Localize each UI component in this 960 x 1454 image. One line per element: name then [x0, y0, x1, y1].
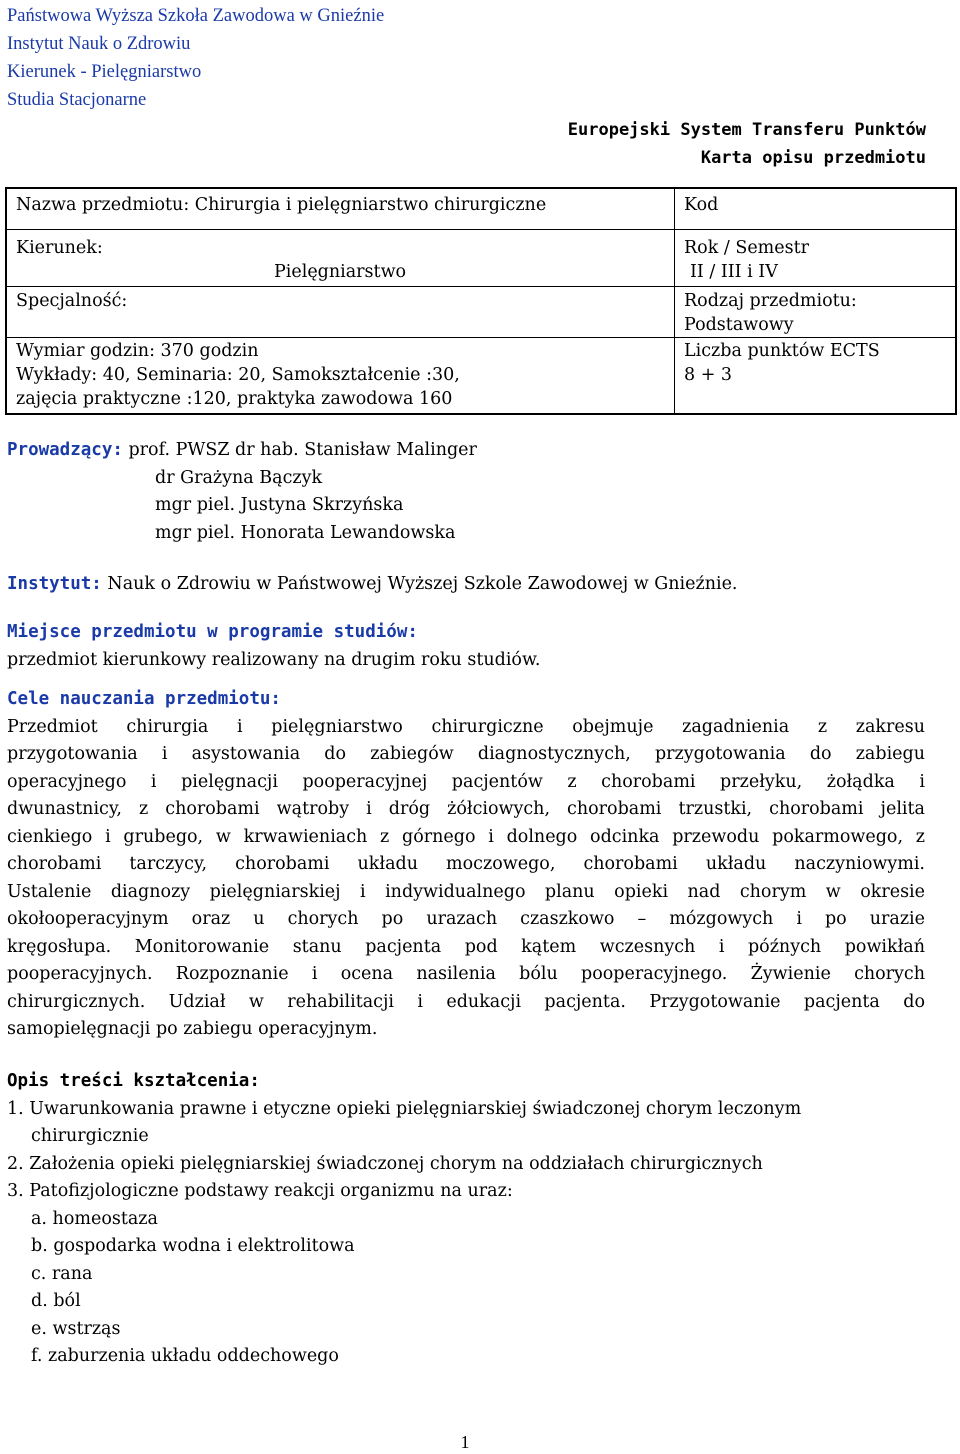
kierunek-label: Kierunek: [16, 238, 103, 258]
opis-subitem: d. ból [31, 1291, 81, 1311]
paragraph-line: chorobami tarczycy, chorobami układu moczowego, chorobami układu naczyniowymi. [7, 854, 925, 874]
code-label: Kod [675, 188, 957, 230]
opis-subitem: e. wstrząs [31, 1318, 121, 1339]
opis-subitem: a. homeostaza [31, 1208, 158, 1229]
lecturer: mgr piel. Justyna Skrzyńska [155, 495, 404, 515]
miejsce-section [7, 619, 540, 674]
title-ects: Europejski System Transferu Punktów [567, 120, 926, 140]
opis-subitem: c. rana [31, 1263, 93, 1284]
lecturer: prof. PWSZ dr hab. Stanisław Malinger [128, 440, 477, 460]
ects-value: 8 + 3 [684, 365, 733, 385]
opis-subitem: f. zaburzenia układu oddechowego [31, 1346, 339, 1366]
opis-item: 3. Patofizjologiczne podstawy reakcji organizmu na uraz: [7, 1181, 513, 1201]
paragraph-line: chirurgicznych. Udział w rehabilitacji i edukacji pacjenta. Przygotowanie pacjenta do [7, 991, 925, 1012]
header-line: Instytut Nauk o Zdrowiu [7, 34, 191, 54]
cele-label: Cele nauczania przedmiotu: [7, 689, 281, 709]
institution-header [7, 2, 384, 114]
header-line: Kierunek - Pielęgniarstwo [7, 62, 202, 82]
rodzaj-label: Rodzaj przedmiotu: [684, 291, 857, 311]
paragraph-line: Przedmiot chirurgia i pielęgniarstwo chirurgiczne obejmuje zagadnienia z zakresu [7, 716, 925, 737]
header-line: Studia Stacjonarne [7, 90, 147, 110]
paragraph-line: okołooperacyjnym oraz u chorych po urazach czaszkowo – mózgowych i po urazie [7, 909, 925, 929]
paragraph-line: kręgosłupa. Monitorowanie stanu pacjenta pod kątem wczesnych i późnych powikłań [7, 936, 925, 957]
lecturer: dr Grażyna Bączyk [155, 467, 323, 488]
paragraph-line: cienkiego i grubego, w krwawieniach z górnego i dolnego odcinka przewodu pokarmowego, z [7, 826, 925, 847]
kierunek-value: Pielęgniarstwo [274, 262, 407, 282]
rodzaj-cell [675, 287, 957, 338]
paragraph-line: Ustalenie diagnozy pielęgniarskiej i indywidualnego planu opieki nad chorym w okresie [7, 881, 925, 902]
miejsce-label: Miejsce przedmiotu w programie studiów: [7, 622, 418, 642]
opis-subitem: b. gospodarka wodna i elektrolitowa [31, 1236, 355, 1256]
paragraph-line: operacyjnego i pielęgnacji pooperacyjnej pacjentów z chorobami przełyku, żołądka i [7, 771, 925, 792]
rok-value: II / III i IV [690, 262, 778, 282]
miejsce-text: przedmiot kierunkowy realizowany na drugim roku studiów. [7, 649, 541, 670]
paragraph-line: dwunastnicy, z chorobami wątroby i dróg żółciowych, chorobami trzustki, chorobami jelita [7, 799, 925, 819]
prowadzacy-label: Prowadzący: [7, 440, 123, 460]
header-line: Państwowa Wyższa Szkoła Zawodowa w Gnieźnie [7, 6, 385, 26]
page-number: 1 [460, 1432, 470, 1452]
paragraph-line: przygotowania i asystowania do zabiegów diagnostycznych, przygotowania do zabiegu [7, 744, 925, 764]
lecturer: mgr piel. Honorata Lewandowska [155, 522, 456, 543]
wymiar-line: Wykłady: 40, Seminaria: 20, Samokształcenie :30, [16, 365, 460, 385]
ects-cell [675, 338, 957, 415]
prowadzacy-section [7, 437, 477, 547]
cele-section [7, 686, 925, 1044]
instytut-section [7, 571, 738, 599]
kierunek-cell [6, 230, 675, 287]
cele-paragraph [7, 714, 925, 1044]
rok-cell [675, 230, 957, 287]
document-title [568, 116, 926, 172]
specjalnosc-label: Specjalność: [6, 287, 675, 338]
opis-label: Opis treści kształcenia: [7, 1071, 260, 1091]
title-karta: Karta opisu przedmiotu [700, 148, 926, 168]
ects-label: Liczba punktów ECTS [684, 341, 880, 361]
wymiar-cell [6, 338, 675, 415]
rok-label: Rok / Semestr [684, 238, 810, 258]
paragraph-line: pooperacyjnych. Rozpoznanie i ocena nasilenia bólu pooperacyjnego. Żywienie chorych [7, 964, 925, 984]
opis-item: chirurgicznie [31, 1126, 149, 1146]
course-info-table [5, 187, 957, 415]
rodzaj-value: Podstawowy [684, 315, 794, 335]
instytut-label: Instytut: [7, 574, 102, 594]
instytut-text: Nauk o Zdrowiu w Państwowej Wyższej Szkole Zawodowej w Gnieźnie. [107, 574, 738, 594]
opis-item: 2. Założenia opieki pielęgniarskiej świadczonej chorym na oddziałach chirurgicznych [7, 1153, 763, 1174]
wymiar-line: Wymiar godzin: 370 godzin [16, 341, 259, 361]
opis-item: 1. Uwarunkowania prawne i etyczne opieki pielęgniarskiej świadczonej chorym leczonym [7, 1098, 802, 1119]
course-name: Nazwa przedmiotu: Chirurgia i pielęgniarstwo chirurgiczne [6, 188, 675, 230]
paragraph-line: samopielęgnacji po zabiegu operacyjnym. [7, 1019, 378, 1039]
wymiar-line: zajęcia praktyczne :120, praktyka zawodowa 160 [16, 389, 453, 409]
opis-section [7, 1068, 801, 1371]
